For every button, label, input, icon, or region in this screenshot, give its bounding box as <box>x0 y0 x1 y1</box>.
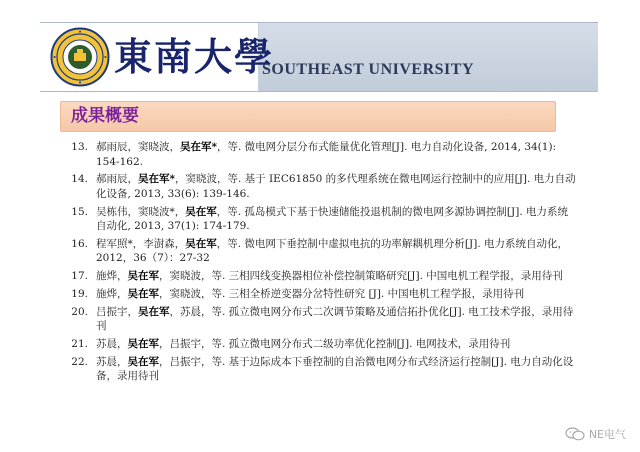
logo-block <box>40 23 275 91</box>
highlighted-author: 吴在军 <box>127 338 159 351</box>
reference-number: 16. <box>71 237 88 250</box>
reference-item <box>58 172 578 201</box>
wechat-icon <box>565 427 585 441</box>
header-banner <box>40 22 598 92</box>
university-chinese-name: 東南大學 <box>114 34 275 79</box>
highlighted-author: 吴在军* <box>180 141 217 153</box>
reference-item <box>58 205 578 234</box>
reference-text: 郝雨辰，窦晓波，吴在军*，等. 微电网分层分布式能量优化管理[J]. 电力自动化设备, 2014, 34(1): 154-162. <box>96 141 557 168</box>
reference-list <box>58 140 578 387</box>
highlighted-author: 吴在军 <box>127 355 159 368</box>
reference-number: 20. <box>71 305 88 318</box>
reference-text: 施烨，吴在军，窦晓波，等. 三相四线变换器相位补偿控制策略研究[J]. 中国电机工程学报，录用待刊 <box>96 270 563 283</box>
reference-text: 吴栋伟，窦晓波*，吴在军，等. 孤岛模式下基于快速储能投退机制的微电网多源协调控制[J]. 电力系统自动化, 2013, 37(1): 174-179. <box>96 205 569 233</box>
reference-number: 22. <box>71 355 88 368</box>
reference-text: 苏晨，吴在军，吕振宇，等. 孤立微电网分布式二级功率优化控制[J]. 电网技术，录用待刊 <box>96 338 511 351</box>
reference-item <box>58 269 578 284</box>
reference-text: 苏晨，吴在军，吕振宇，等. 基于边际成本下垂控制的自治微电网分布式经济运行控制[J]. 电力自动化设备，录用待刊 <box>96 355 574 383</box>
highlighted-author: 吴在军 <box>138 305 170 318</box>
reference-item <box>58 305 578 334</box>
reference-text: 郝雨辰，吴在军*，窦晓波，等. 基于 IEC61850 的多代理系统在微电网运行控制中的应用[J]. 电力自动化设备, 2013, 33(6): 139-146. <box>96 173 576 200</box>
reference-item <box>58 287 578 302</box>
highlighted-author: 吴在军* <box>138 173 175 186</box>
highlighted-author: 吴在军 <box>127 270 159 283</box>
reference-number: 21. <box>71 338 88 351</box>
reference-number: 14. <box>71 173 88 186</box>
section-title: 成果概要 <box>71 106 139 126</box>
reference-item <box>58 237 578 266</box>
reference-number: 13. <box>71 141 88 153</box>
reference-text: 施烨，吴在军，窦晓波，等. 三相全桥逆变器分岔特性研究 [J]. 中国电机工程学报，录用待刊 <box>96 287 525 300</box>
highlighted-author: 吴在军 <box>185 205 217 218</box>
reference-text: 程军照*，李澍森，吴在军，等. 微电网下垂控制中虚拟电抗的功率解耦机理分析[J]. 电力系统自动化，2012，36（7）：27-32 <box>96 237 569 265</box>
reference-number: 15. <box>71 205 88 218</box>
university-english-name: SOUTHEAST UNIVERSITY <box>262 61 474 78</box>
highlighted-author: 吴在军 <box>127 287 159 300</box>
watermark <box>565 426 626 442</box>
highlighted-author: 吴在军 <box>185 237 217 250</box>
reference-item <box>58 355 578 384</box>
section-title-bar <box>60 101 556 132</box>
university-seal-icon <box>50 27 110 87</box>
reference-item <box>58 140 578 169</box>
reference-number: 17. <box>71 270 88 283</box>
reference-item <box>58 337 578 352</box>
watermark-text: NE电气 <box>588 428 626 441</box>
reference-number: 19. <box>71 287 88 300</box>
reference-text: 吕振宇，吴在军，苏晨，等. 孤立微电网分布式二次调节策略及通信拓扑优化[J]. 电工技术学报，录用待刊 <box>96 305 574 333</box>
